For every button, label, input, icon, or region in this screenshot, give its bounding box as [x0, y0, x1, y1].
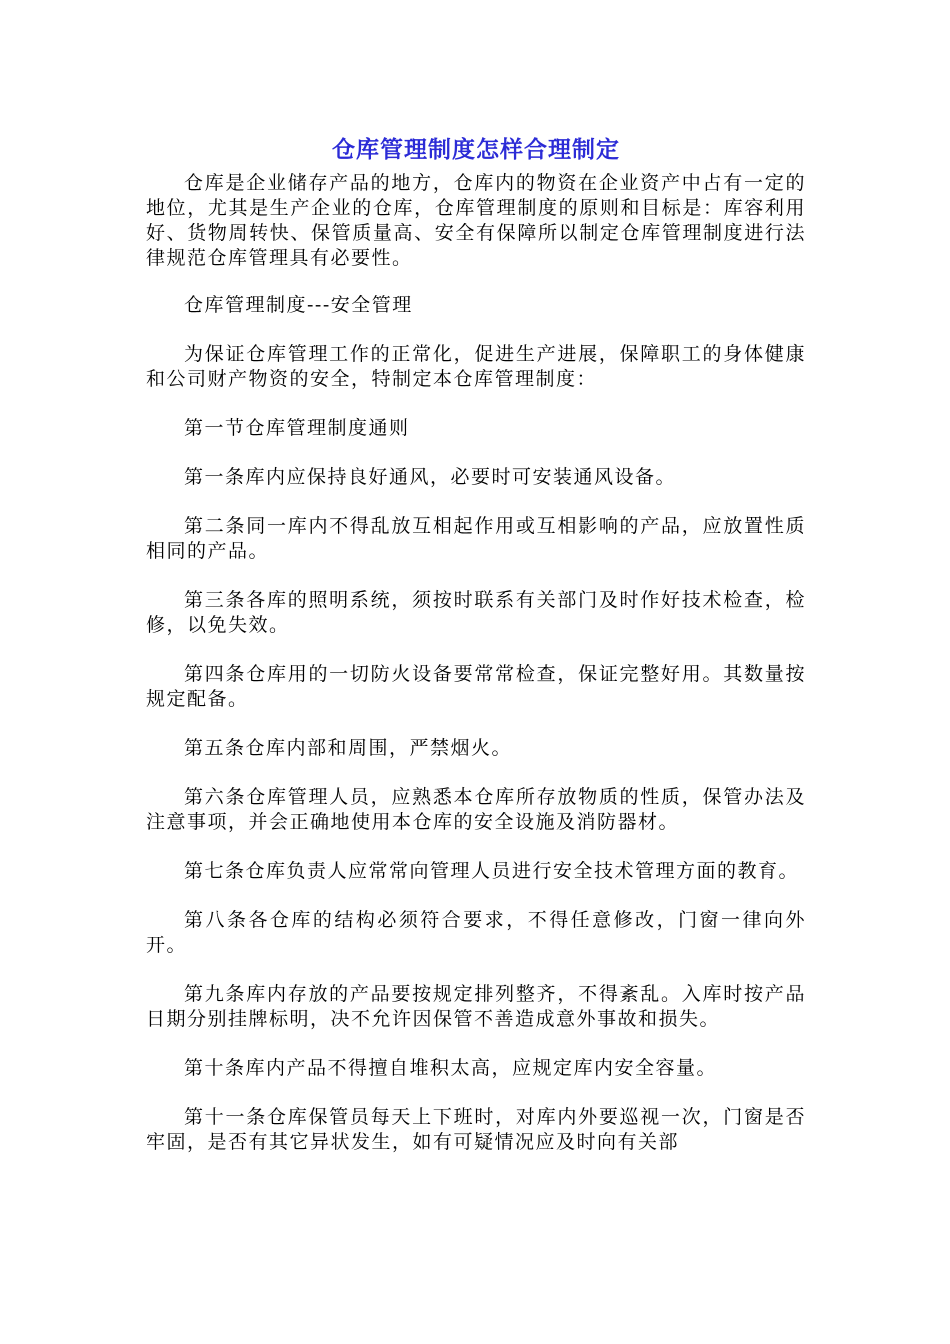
article-11: 第十一条仓库保管员每天上下班时，对库内外要巡视一次，门窗是否牢固，是否有其它异状发生，如有可疑情况应及时向有关部: [146, 1106, 806, 1153]
article-4: 第四条仓库用的一切防火设备要常常检查，保证完整好用。其数量按规定配备。: [146, 663, 806, 710]
paragraph-intro: 仓库是企业储存产品的地方，仓库内的物资在企业资产中占有一定的地位，尤其是生产企业的仓库，仓库管理制度的原则和目标是：库容利用好、货物周转快、保管质量高、安全有保障所以制定仓库管理制度进行法律规范仓库管理具有必要性。: [146, 172, 806, 269]
article-8: 第八条各仓库的结构必须符合要求，不得任意修改，门窗一律向外开。: [146, 909, 806, 956]
document-title: 仓库管理制度怎样合理制定: [332, 137, 620, 163]
paragraph-purpose: 为保证仓库管理工作的正常化，促进生产进展，保障职工的身体健康和公司财产物资的安全，特制定本仓库管理制度：: [146, 343, 806, 390]
article-10: 第十条库内产品不得擅自堆积太高，应规定库内安全容量。: [184, 1057, 718, 1079]
article-9: 第九条库内存放的产品要按规定排列整齐，不得紊乱。入库时按产品日期分别挂牌标明，决不允许因保管不善造成意外事故和损失。: [146, 983, 806, 1030]
section-heading-safety: 仓库管理制度---安全管理: [184, 294, 413, 316]
article-1: 第一条库内应保持良好通风，必要时可安装通风设备。: [184, 466, 677, 488]
article-7: 第七条仓库负责人应常常向管理人员进行安全技术管理方面的教育。: [184, 860, 800, 882]
section-heading-general-rules: 第一节仓库管理制度通则: [184, 417, 410, 439]
article-2: 第二条同一库内不得乱放互相起作用或互相影响的产品，应放置性质相同的产品。: [146, 515, 806, 562]
article-3: 第三条各库的照明系统，须按时联系有关部门及时作好技术检查，检修，以免失效。: [146, 589, 806, 636]
document-page: [146, 132, 806, 1179]
article-6: 第六条仓库管理人员，应熟悉本仓库所存放物质的性质，保管办法及注意事项，并会正确地使用本仓库的安全设施及消防器材。: [146, 786, 806, 833]
article-5: 第五条仓库内部和周围，严禁烟火。: [184, 737, 513, 759]
